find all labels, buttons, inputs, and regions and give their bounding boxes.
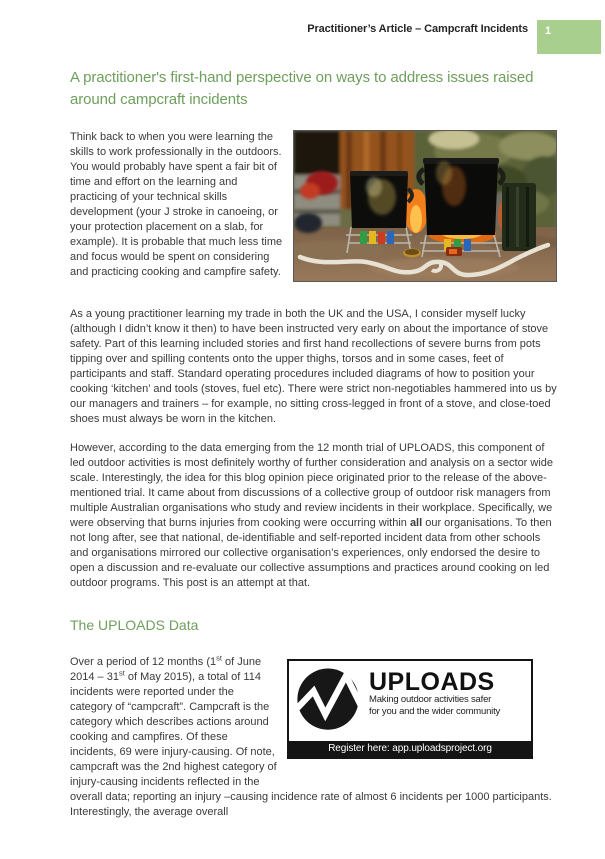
uploads-logo (287, 659, 533, 759)
paragraph-uploads-data-s2: of June 2014 – 31 (70, 656, 262, 683)
paragraph-uploads-data-s1: Over a period of 12 months (1 (70, 656, 217, 668)
intro-section (70, 130, 557, 288)
page-number: 1 (545, 25, 552, 37)
cooking-pots-illustration (294, 131, 556, 281)
uploads-data-section (70, 655, 557, 820)
superscript-st-2: st (118, 668, 125, 678)
paragraph-uploads-trial-post: our organisations. To then not long after, see that national, de-identifiable and self-reported incident data from other schools and organisations mirrored our collective organisation’s experiences, only endorsed the desire to open a discussion and re-evaluate our collective assumptions and practices around cooking on led outdoor programs. This post is an attempt at that. (70, 517, 552, 589)
paragraph-uploads-trial-bold: all (409, 517, 423, 529)
header-title: Practitioner’s Article – Campcraft Incidents (307, 23, 528, 35)
uploads-logo-top (289, 661, 531, 739)
paragraph-uploads-trial-pre: However, according to the data emerging from the 12 month trial of UPLOADS, this component of led outdoor activities is most definitely worthy of further consideration and analysis on a sector wide scale. Interestingly, the idea for this blog opinion piece originated prior to the release of the above-mentioned trial. It came about from discussions of a collective group of outdoor risk managers from multiple Australian organisations who study and review incidents in their workplace. Specifically, we were observing that burns injuries from cooking were occurring within (70, 442, 554, 529)
uploads-tagline-line1: Making outdoor activities safer (369, 694, 492, 705)
article-title: A practitioner's first-hand perspective on ways to address issues raised around campcraft incidents (70, 69, 534, 108)
uploads-tagline-line2: for you and the wider community (369, 705, 501, 717)
paragraph-intro: Think back to when you were learning the skills to work professionally in the outdoors. You would probably have spent a fair bit of time and effort on the learning and practicing of your technical skills development (your J stroke in canoeing, or your protection placement on a slab, for example). It is probable that much less time and focus would be spent on considering and practicing cooking and campfire safety. (70, 131, 283, 278)
uploads-logo-name: UPLOADS (369, 668, 495, 696)
paragraph-uploads-trial (70, 441, 559, 591)
page-number-badge (537, 20, 601, 54)
uploads-register-banner: Register here: app.uploadsproject.org (289, 741, 531, 757)
superscript-st-1: st (216, 653, 222, 663)
paragraph-stove-safety: As a young practitioner learning my trade in both the UK and the USA, I consider myself lucky (although I didn’t know it then) to have been instructed very early on about the importance of stove safety. Part of this learning included stories and first hand recollections of severe burns from pots tipping over and spilling contents onto the upper thighs, torsos and in some cases, feet of participants and staff. Standard operating procedures included diagrams of how to position your cooking ‘kitchen’ and tools (stoves, fuel etc). There were strict non-negotiables hammered into us by our managers and trainers – for example, no sitting cross-legged in front of a stove, and close-toed shoes must always be worn in the kitchen. (70, 308, 557, 425)
section-heading-uploads-data: The UPLOADS Data (70, 617, 199, 633)
uploads-mountain-pulse-icon (292, 664, 364, 736)
paragraph-uploads-data-s3: of May 2015), a total of 114 incidents were reported under the category of “campcraft”. Campcraft is the category which describes actions around cooking and campfires. Of these incidents, 69 were injury-causing. Of note, campcraft was the 2nd highest category of injury-causing incidents reflected in the overall data; reporting an injury –causing incidence rate of almost 6 incidents per 1000 participants. Interestingly, the average overall (70, 671, 552, 818)
campcraft-cooking-photo (293, 130, 557, 282)
uploads-logo-text (369, 668, 501, 717)
